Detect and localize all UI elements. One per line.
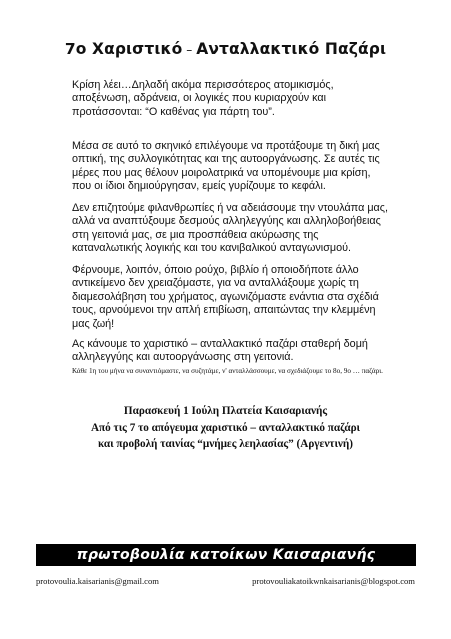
title-rest: Ανταλλακτικό Παζάρι (196, 40, 387, 58)
initiative-banner: πρωτοβουλία κατοίκων Καισαριανής (36, 544, 416, 566)
title-main: 7ο Χαριστικό (64, 40, 183, 58)
paragraph-4: Φέρνουμε, λοιπόν, όποιο ρούχο, βιβλίο ή οποιοδήποτε άλλο αντικείμενο δεν χρειαζόμαστε, για να ανταλλάξουμε χωρίς τη διαμεσολάβηση του χρήματος, αγωνιζόμαστε ενάντια στα σχέδιά τους, αρνούμενοι την απλή επιβίωση, απαιτώντας την κλεμμένη μας ζωή! (72, 264, 379, 330)
paragraph-1: Κρίση λέει…Δηλαδή ακόμα περισσότερος ατομικισμός, αποξένωση, αδράνεια, οι λογικές που κυριαρχούν και προτάσσονται: “Ο καθένας για πάρτη του”. (72, 79, 334, 118)
title-dash: – (182, 43, 197, 57)
event-line-date-place: Παρασκευή 1 Ιούλη Πλατεία Καισαριανής (123, 405, 328, 417)
paragraph-3: Δεν επιζητούμε φιλανθρωπίες ή να αδειάσουμε την ντουλάπα μας, αλλά να αναπτύξουμε δεσμούς αλληλεγγύης και αλληλοβοήθειας στη γειτονιά μας, σε μια προσπάθεια ακύρωσης της καταναλωτικής λογικής και του κανιβαλικού ανταγωνισμού. (72, 202, 388, 255)
paragraph-5: Ας κάνουμε το χαριστικό – ανταλλακτικό παζάρι σταθερή δομή αλληλεγγύης και αυτοοργάνωσης στη γειτονιά. (72, 338, 368, 364)
footer-email: protovoulia.kaisarianis@gmail.com (36, 576, 159, 586)
footer-blog: protovouliakatoikwnkaisarianis@blogspot.com (252, 576, 415, 586)
small-note: Κάθε 1η του μήνα να συναντιόμαστε, να συζητάμε, ν' ανταλλάσσουμε, να σχεδιάζουμε το 8ο, 9ο … παζάρι. (72, 367, 383, 375)
event-details (60, 403, 391, 453)
paragraph-2: Μέσα σε αυτό το σκηνικό επιλέγουμε να προτάξουμε τη δική μας οπτική, της συλλογικότητας και της αυτοοργάνωσης. Σε αυτές τις μέρες που μας θέλουν μοιρολατρικά να υπομένουμε μια κρίση, που οι ίδιοι δημιούργησαν, εμείς γυρίζουμε το κεφάλι. (72, 140, 380, 193)
event-line-time: Από τις 7 το απόγευμα χαριστικό – ανταλλακτικό παζάρι (90, 421, 361, 434)
flyer-title (0, 40, 451, 58)
event-line-film: και προβολή ταινίας “μνήμες λεηλασίας” (Αργεντινή) (97, 438, 354, 451)
